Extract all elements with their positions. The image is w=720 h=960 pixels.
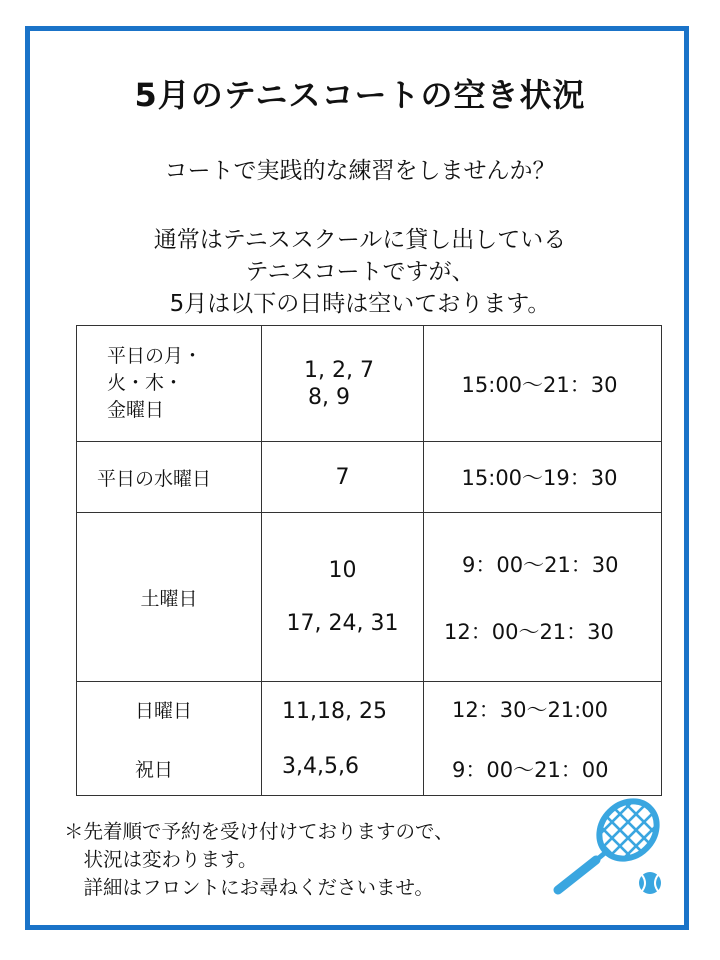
footnote-line: 詳細はフロントにお尋ねくださいませ。 [64,876,434,899]
day-type-label: 平日の月・ [107,345,203,367]
day-type-cell [77,513,262,682]
dates-text: 11,18, 25 [282,698,387,724]
times-cell [424,682,662,796]
table-row [77,326,662,442]
time-range: 9：00～21：00 [452,757,609,782]
table-row [77,682,662,796]
day-type-label: 土曜日 [140,587,198,610]
day-type-label: 金曜日 [107,399,165,421]
day-type-cell [77,682,262,796]
dates-text: 17, 24, 31 [286,611,399,636]
time-range: 9：00～21：30 [462,552,619,577]
times-cell [424,326,662,442]
time-range: 12：00～21：30 [444,619,614,644]
day-type-label: 日曜日 [135,699,193,722]
table-row [77,442,662,513]
time-range: 15:00～19：30 [461,466,618,490]
table-row [77,513,662,682]
page-title: 5月のテニスコートの空き状況 [134,76,586,114]
times-cell [424,513,662,682]
footnote-line: 状況は変わります。 [64,848,258,871]
intro-line: 通常はテニススクールに貸し出している [153,227,567,253]
tennis-racket-icon [548,798,678,898]
day-type-cell [77,326,262,442]
dates-text: 10 [328,558,357,583]
dates-text: 8, 9 [308,384,350,410]
day-type-label: 平日の水曜日 [97,467,212,490]
dates-cell [262,682,424,796]
dates-text: 1, 2, 7 [304,357,374,383]
schedule-table [76,325,662,796]
times-cell [424,442,662,513]
dates-text: 7 [335,464,350,490]
intro-line: 5月は以下の日時は空いております。 [169,291,551,317]
dates-cell [262,442,424,513]
intro-text [0,224,720,320]
day-type-label: 祝日 [135,758,174,781]
time-range: 12：30～21:00 [452,697,608,722]
dates-cell [262,326,424,442]
dates-text: 3,4,5,6 [282,753,359,779]
subtitle: コートで実践的な練習をしませんか？ [164,158,556,184]
day-type-label: 火・木・ [107,372,184,394]
footnote-line: ＊先着順で予約を受け付けておりますので、 [64,820,454,843]
day-type-cell [77,442,262,513]
intro-line: テニスコートですが、 [245,259,475,285]
dates-cell [262,513,424,682]
time-range: 15:00～21：30 [461,372,618,397]
tennis-ball-icon [639,872,661,894]
footnote [64,818,454,902]
